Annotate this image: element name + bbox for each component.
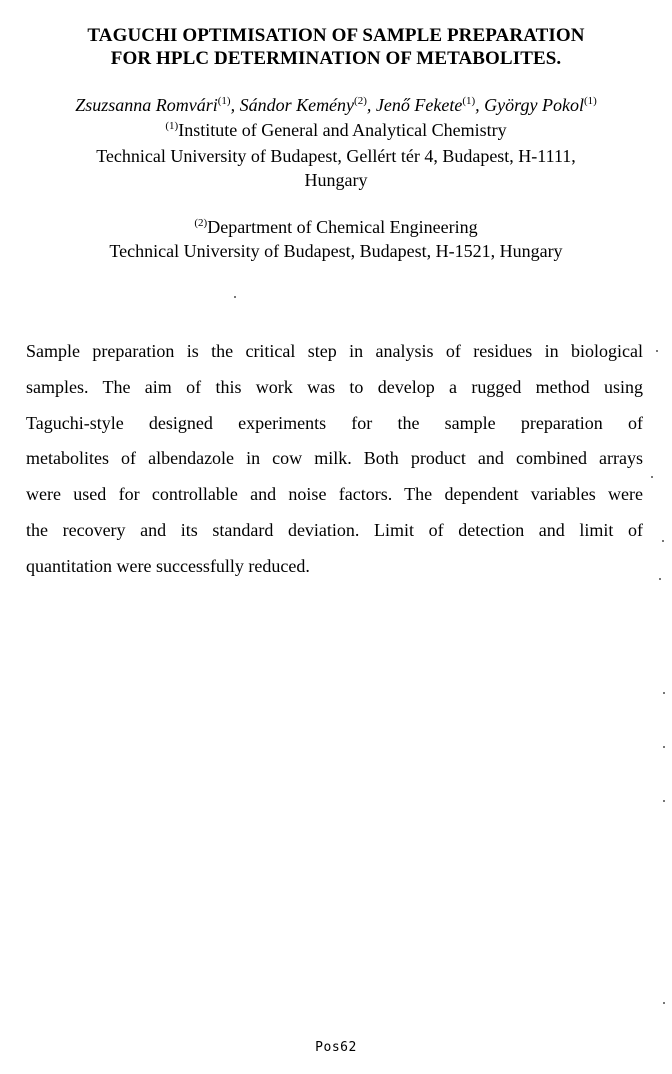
affiliation-2-address: Technical University of Budapest, Budapest, H-1521, Hungary — [109, 241, 563, 261]
scan-speck — [651, 476, 653, 478]
abstract-line: were used for controllable and noise factors. The dependent variables were — [26, 484, 643, 505]
affiliation-name: Institute of General and Analytical Chemistry — [178, 120, 507, 140]
affiliation-2-name — [0, 216, 672, 238]
paper-title-line-1: TAGUCHI OPTIMISATION OF SAMPLE PREPARATION — [87, 25, 585, 46]
author-list — [0, 94, 672, 116]
abstract-line: samples. The aim of this work was to develop a rugged method using — [26, 376, 643, 397]
affiliation-1-address: Technical University of Budapest, Gellért tér 4, Budapest, H-1111, — [96, 146, 576, 166]
author-separator: , — [230, 95, 240, 115]
author-separator: , — [475, 95, 485, 115]
poster-number: Pos62 — [315, 1040, 357, 1055]
affiliation-name: Department of Chemical Engineering — [207, 217, 478, 237]
abstract-line: the recovery and its standard deviation. Limit of detection and limit of — [26, 519, 643, 540]
affiliation-mark: (2) — [194, 217, 208, 229]
scan-speck — [663, 746, 665, 748]
scan-speck — [659, 578, 661, 580]
affiliation-1-country: Hungary — [304, 170, 368, 190]
author-name: Sándor Kemény — [239, 95, 355, 115]
abstract-paragraph — [26, 334, 643, 585]
abstract-line: quantitation were successfully reduced. — [26, 555, 310, 576]
affiliation-1-name — [0, 119, 672, 141]
abstract-line: metabolites of albendazole in cow milk. Both product and combined arrays — [26, 448, 643, 469]
abstract-line: Taguchi-style designed experiments for the sample preparation of — [26, 412, 643, 433]
scan-speck — [662, 540, 664, 542]
author-affiliation-mark: (1) — [583, 95, 597, 107]
author-affiliation-mark: (1) — [217, 95, 231, 107]
paper-title-line-2: FOR HPLC DETERMINATION OF METABOLITES. — [110, 48, 562, 69]
abstract-line: Sample preparation is the critical step in analysis of residues in biological — [26, 341, 643, 361]
author-affiliation-mark: (1) — [462, 95, 476, 107]
scan-speck — [663, 1002, 665, 1004]
affiliation-mark: (1) — [165, 120, 179, 132]
scan-speck — [656, 350, 658, 352]
author-separator: , — [366, 95, 376, 115]
scan-speck — [663, 800, 665, 802]
author-affiliation-mark: (2) — [354, 95, 367, 107]
author-name: Zsuzsanna Romvári — [75, 95, 218, 115]
author-name: Jenő Fekete — [375, 95, 463, 115]
author-name: György Pokol — [484, 95, 584, 115]
scan-speck — [663, 692, 665, 694]
scan-speck — [234, 296, 236, 298]
